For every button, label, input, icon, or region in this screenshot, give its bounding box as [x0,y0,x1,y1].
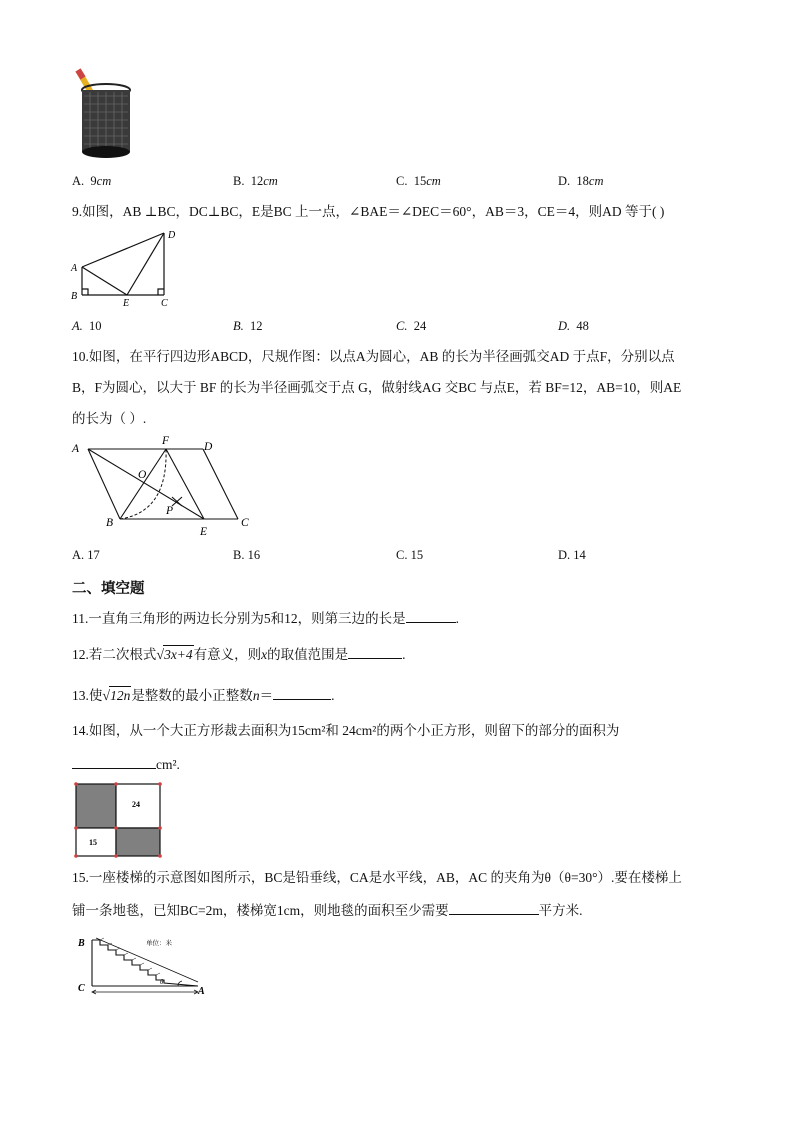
q9-label-b: B [71,291,78,302]
q10-label-f: F [162,435,170,447]
q8-option-d: D. 18cm [558,174,604,188]
q13-radicand: 12n [110,688,131,703]
q9-figure [66,226,186,308]
q13-answer-blank[interactable] [273,686,331,700]
q13-question: 13.使√12n是整数的最小正整数n＝ . [72,688,335,704]
q14-line2: cm². [72,755,180,774]
q10-label-a: A [72,443,80,455]
q10-option-d: D. 14 [558,548,586,562]
q11-question: 11.一直角三角形的两边长分别为5和12，则第三边的长是 . [72,611,459,626]
q10-option-c: C. 15 [396,548,424,562]
q9-label-e: E [123,298,130,308]
q10-line3: 的长为（ ）. [72,411,147,426]
q15-label-b: B [78,938,85,949]
q12-radicand: 3x+4 [164,647,193,662]
q14-label-15: 15 [89,838,97,847]
pencil-cup-image [72,64,140,162]
q9-label-d: D [168,230,176,241]
q10-label-p: P [166,505,174,517]
q10-label-e: E [200,526,208,538]
q10-figure [68,432,258,540]
q10-label-d: D [204,441,213,453]
q9-option-a: A. 10 [72,319,102,333]
q11-answer-blank[interactable] [406,609,456,623]
q9-option-c: C. 24 [396,319,427,333]
q14-figure [72,780,164,860]
q8-option-b: B. 12cm [233,174,278,188]
q14-line1: 14.如图，从一个大正方形裁去面积为15cm²和 24cm²的两个小正方形，则留下的部分的面积为 [72,723,620,738]
q10-label-b: B [106,517,114,529]
q9-option-d: D. 48 [558,319,589,333]
q8-option-c: C. 15cm [396,174,441,188]
q8-option-a: A. 9cm [72,174,112,188]
q12-question: 12.若二次根式√3x+4有意义，则x的取值范围是 . [72,647,406,663]
q15-figure [74,930,210,1000]
q9-label-c: C [161,298,168,308]
q10-label-o: O [138,469,147,481]
q10-option-a: A. 17 [72,548,100,562]
q15-label-a: A [198,986,205,997]
q15-label-theta: θ [160,978,164,986]
q15-line2: 铺一条地毯，已知BC=2m，楼梯宽1cm，则地毯的面积至少需要 平方米. [72,903,583,918]
q9-question: 9.如图，AB ⊥BC，DC⊥BC，E是BC 上一点，∠BAE＝∠DEC＝60°，AB＝3，CE＝4，则AD 等于( ) [72,204,665,219]
q14-label-24: 24 [132,800,140,809]
q15-label-c: C [78,983,85,994]
q9-option-b: B. 12 [233,319,263,333]
q10-option-b: B. 16 [233,548,261,562]
q10-line2: B，F为圆心，以大于 BF 的长为半径画弧交于点 G，做射线AG 交BC 与点E，若 BF=12，AB=10，则AE [72,380,682,395]
q14-answer-blank[interactable] [72,755,156,769]
q12-answer-blank[interactable] [348,645,402,659]
q10-label-c: C [241,517,249,529]
section-heading: 二、填空题 [72,581,145,597]
q15-unit-label: 单位：米 [146,940,172,947]
q15-answer-blank[interactable] [449,901,539,915]
q10-line1: 10.如图，在平行四边形ABCD，尺规作图：以点A为圆心，AB 的长为半径画弧交AD 于点F，分别以点 [72,349,675,364]
q9-label-a: A [71,263,78,274]
q15-line1: 15.一座楼梯的示意图如图所示，BC是铅垂线，CA是水平线，AB，AC 的夹角为θ（θ=30°）.要在楼梯上 [72,870,682,885]
